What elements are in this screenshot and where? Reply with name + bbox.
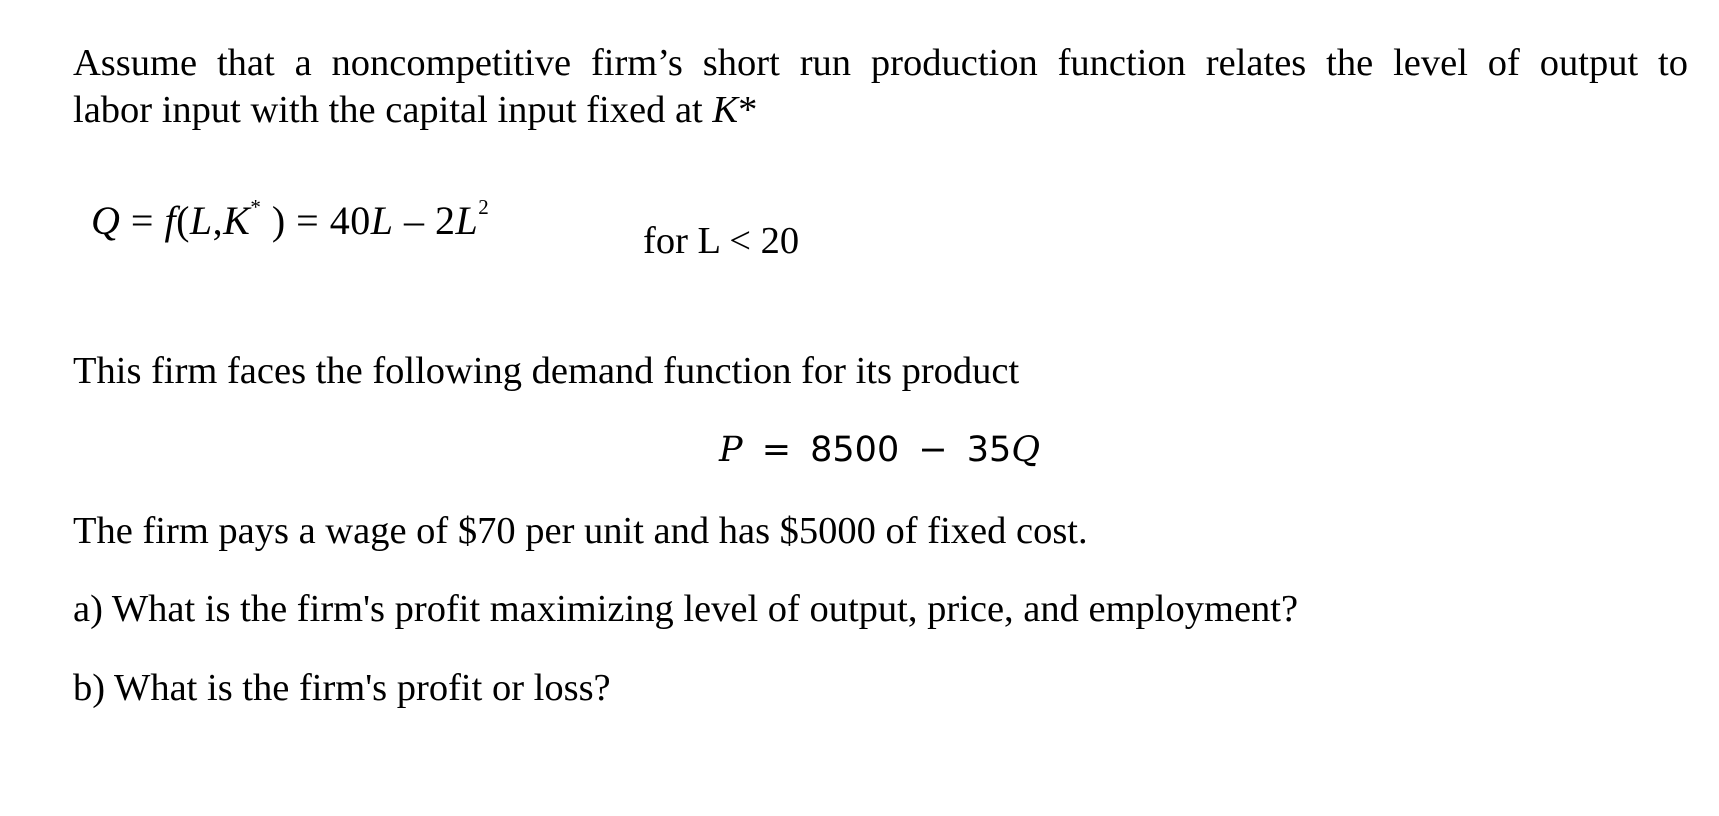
question-b: b) What is the firm's profit or loss?	[73, 667, 611, 709]
quantity-variable: Q	[1011, 430, 1041, 470]
labor-term: L	[370, 198, 394, 243]
intro-line-2	[73, 87, 1688, 134]
intro-line-2-text: labor input with the capital input fixed at	[73, 89, 713, 131]
wage-cost-text: The firm pays a wage of $70 per unit and has $5000 of fixed cost.	[73, 510, 1088, 552]
question-a: a) What is the firm's profit maximizing level of output, price, and employment?	[73, 588, 1299, 630]
close-paren-and-coefficient: ) = 40	[261, 198, 371, 243]
exponent: 2	[478, 195, 490, 219]
function-name: f	[164, 198, 177, 243]
intro-line-1: Assume that a noncompetitive firm’s short run production function relates the level of output to	[73, 42, 1688, 84]
capital-star: *	[738, 89, 758, 131]
minus-coefficient: – 2	[393, 198, 456, 243]
equals-sign: =	[120, 198, 165, 243]
capital-argument-star: *	[250, 195, 262, 219]
capital-variable: K	[712, 89, 739, 131]
capital-argument: K	[223, 198, 251, 243]
labor-argument: L	[189, 198, 213, 243]
demand-function-equation	[719, 428, 1040, 472]
argument-separator: ,	[212, 198, 224, 243]
demand-rhs: = 8500 − 35	[742, 430, 1012, 470]
intro-paragraph	[73, 40, 1688, 134]
demand-intro-text: This firm faces the following demand function for its product	[73, 350, 1020, 392]
price-variable: P	[719, 430, 743, 470]
output-variable: Q	[91, 198, 121, 243]
open-paren: (	[176, 198, 190, 243]
production-function-equation	[91, 197, 489, 245]
labor-squared-term: L	[455, 198, 479, 243]
labor-condition: for L < 20	[643, 220, 800, 262]
